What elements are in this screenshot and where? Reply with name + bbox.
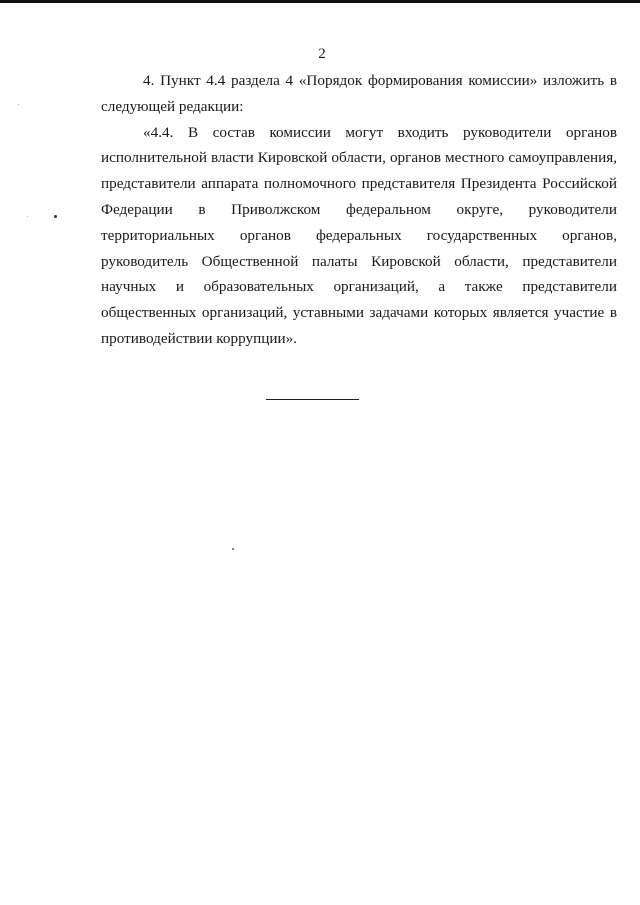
scan-top-border	[0, 0, 640, 3]
scan-speck	[54, 215, 57, 218]
page-number: 2	[318, 46, 326, 62]
document-body	[101, 68, 617, 352]
scan-speck	[18, 104, 19, 105]
scan-speck	[27, 216, 28, 217]
end-separator-line	[266, 399, 359, 400]
scan-speck	[232, 548, 234, 550]
quoted-clause-paragraph: «4.4. В состав комиссии могут входить руководители органов исполнительной власти Кировской области, органов местного самоуправления, представители аппарата полномочного представителя Президента Российской Федерации в Приволжском федеральном округе, руководители территориальных органов федеральных государственных органов, руководитель Общественной палаты Кировской области, представители научных и образовательных организаций, а также представители общественных организаций, уставными задачами которых является участие в противодействии коррупции».	[101, 123, 617, 347]
amendment-paragraph: 4. Пункт 4.4 раздела 4 «Порядок формирования комиссии» изложить в следующей редакции:	[101, 72, 617, 115]
